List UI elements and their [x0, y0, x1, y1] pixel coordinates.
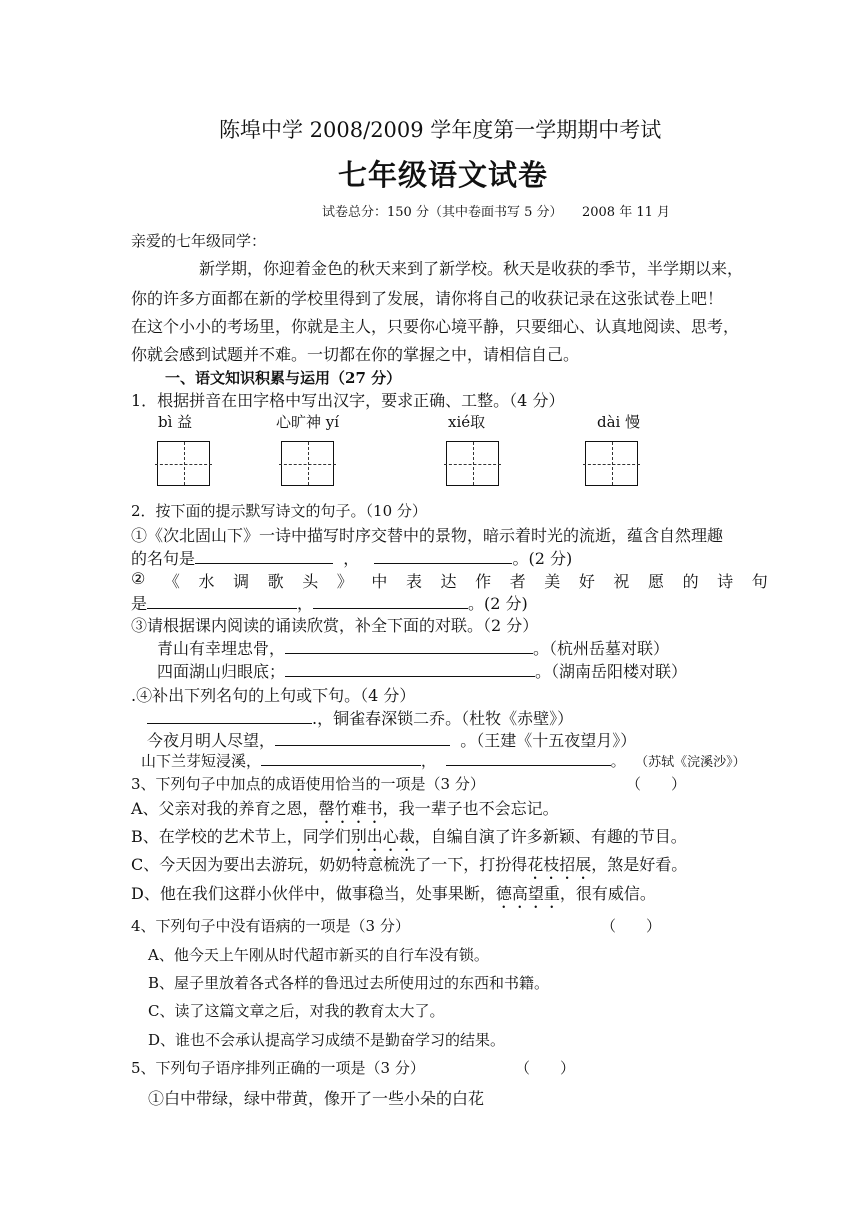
q2-part1-prefix: 的名句是 — [131, 549, 196, 568]
pinyin-item: dài 慢 — [597, 413, 641, 431]
tian-grid-box[interactable] — [585, 441, 638, 486]
tian-grid-box[interactable] — [281, 441, 334, 486]
tian-grid-box[interactable] — [446, 441, 499, 486]
poem-source: （苏轼《浣溪沙》） — [635, 755, 746, 770]
q2-part2-char: ② — [131, 569, 146, 588]
answer-blank[interactable] — [147, 709, 312, 724]
option-d[interactable] — [131, 881, 656, 912]
intro-line: 你就会感到试题并不难。一切都在你的掌握之中，请相信自己。 — [131, 345, 580, 364]
q2-part2-char: 的 — [682, 572, 699, 591]
poem-text: .，铜雀春深锁二乔。（杜牧《赤壁》） — [312, 709, 574, 728]
q2-part2-answer-line — [131, 591, 528, 614]
option-d[interactable]: D、谁也不会承认提高学习成绩不是勤奋学习的结果。 — [148, 1031, 506, 1049]
couplet-line — [157, 636, 669, 659]
separator: ， — [343, 549, 360, 568]
q2-part2-char: 达 — [440, 572, 457, 591]
option-text: C、今天因为要出去游玩，奶奶特意梳洗了一下，打扮得 — [131, 855, 528, 874]
greeting: 亲爱的七年级同学： — [131, 232, 267, 250]
dotted-idiom: 花枝招展 — [527, 855, 592, 874]
q2-part2-text — [131, 569, 768, 592]
exam-header: 陈埠中学 2008/2009 学年度第一学期期中考试 — [219, 118, 662, 142]
dotted-idiom: 别出心裁 — [350, 827, 415, 846]
q2-part1: ①《次北固山下》一诗中描写时序交替中的景物，暗示着时光的流逝，蕴含自然理趣 — [131, 526, 724, 545]
q2-part2-char: 水 — [198, 572, 215, 591]
poem-line — [147, 706, 573, 729]
answer-blank[interactable] — [285, 662, 535, 677]
intro-line: 在这个小小的考场里，你就是主人，只要你心境平静，只要细心、认真地阅读、思考， — [131, 317, 740, 336]
poem-source: 。（王建《十五夜望月》） — [460, 731, 637, 750]
question-1: 1．根据拼音在田字格中写出汉字，要求正确、工整。（4 分） — [131, 391, 565, 410]
option-c[interactable] — [131, 852, 687, 883]
q2-part2-char: 调 — [233, 572, 250, 591]
exam-meta: 试卷总分：150 分（其中卷面书写 5 分） 2008 年 11 月 — [322, 205, 671, 220]
answer-blank[interactable] — [285, 639, 533, 654]
intro-line: 新学期，你迎着金色的秋天来到了新学校。秋天是收获的季节，半学期以来， — [199, 259, 744, 278]
couplet-text: 四面湖山归眼底； — [157, 662, 286, 681]
q2-part2-char: 中 — [371, 572, 388, 591]
answer-blank[interactable] — [195, 549, 333, 564]
separator: 。 — [610, 752, 626, 770]
q2-part2-char: 头 — [302, 572, 319, 591]
pinyin-item: xié取 — [448, 413, 486, 431]
option-text: D、他在我们这群小伙伴中，做事稳当，处事果断， — [131, 884, 496, 903]
q2-part2-char: 诗 — [717, 572, 734, 591]
couplet-text: 青山有幸埋忠骨， — [157, 639, 286, 658]
pinyin-item: bì 益 — [158, 413, 193, 431]
couplet-source: 。（湖南岳阳楼对联） — [535, 662, 688, 681]
option-text: A、父亲对我的养育之恩， — [131, 799, 319, 818]
q2-part2-char: 美 — [544, 572, 561, 591]
q2-part2-char: 》 — [336, 572, 353, 591]
pinyin-item: 心旷神 yí — [276, 413, 340, 431]
poem-text: 山下兰芽短浸溪， — [141, 752, 262, 770]
q2-part2-char: 表 — [405, 572, 422, 591]
option-text: ，自编自演了许多新颖、有趣的节目。 — [414, 827, 687, 846]
q2-part3: ③请根据课内阅读的诵读欣赏，补全下面的对联。（2 分） — [131, 616, 539, 635]
option-a[interactable]: A、他今天上午刚从时代超市新买的自行车没有锁。 — [148, 946, 489, 964]
q2-part2-char: 句 — [751, 572, 768, 591]
section-title: 一、语文知识积累与运用（27 分） — [165, 369, 402, 387]
option-b[interactable] — [131, 824, 687, 855]
answer-blank[interactable] — [374, 549, 512, 564]
q2-part2-char: 《 — [163, 572, 180, 591]
answer-paren[interactable]: （ ） — [626, 775, 687, 793]
poem-line — [147, 728, 636, 751]
option-text: ，很有威信。 — [559, 884, 656, 903]
couplet-line — [157, 659, 687, 682]
option-a[interactable] — [131, 796, 559, 827]
question-2: 2．按下面的提示默写诗文的句子。（10 分） — [131, 502, 427, 520]
q2-part1-score: 。(2 分) — [512, 549, 573, 568]
q2-part4: .④补出下列名句的上句或下句。（4 分） — [131, 686, 416, 705]
q2-part2-prefix: 是 — [131, 594, 148, 613]
q2-part2-char: 祝 — [613, 572, 630, 591]
question-4: 4、下列句子中没有语病的一项是（3 分） — [131, 917, 410, 935]
option-text: ，煞是好看。 — [591, 855, 688, 874]
answer-blank[interactable] — [147, 594, 297, 609]
separator: ， — [421, 752, 437, 770]
poem-text: 今夜月明人尽望， — [147, 731, 276, 750]
answer-paren[interactable]: （ ） — [601, 917, 662, 935]
option-b[interactable]: B、屋子里放着各式各样的鲁迅过去所使用过的东西和书籍。 — [148, 974, 550, 992]
answer-paren[interactable]: （ ） — [515, 1059, 576, 1077]
q2-part2-char: 者 — [509, 572, 526, 591]
option-text: ，我一辈子也不会忘记。 — [382, 799, 559, 818]
q2-part2 — [131, 569, 768, 592]
couplet-source: 。（杭州岳墓对联） — [533, 639, 670, 658]
page-title: 七年级语文试卷 — [338, 158, 549, 192]
answer-blank[interactable] — [261, 751, 421, 766]
intro-line: 你的许多方面都在新的学校里得到了发展，请你将自己的收获记录在这张试卷上吧！ — [131, 289, 724, 308]
q2-part2-char: 歌 — [267, 572, 284, 591]
poem-line — [141, 750, 746, 771]
separator: ， — [297, 594, 314, 613]
dotted-idiom: 罄竹难书 — [318, 799, 383, 818]
dotted-idiom: 德高望重 — [495, 884, 560, 903]
option-text: B、在学校的艺术节上，同学们 — [131, 827, 351, 846]
question-5: 5、下列句子语序排列正确的一项是（3 分） — [131, 1059, 425, 1077]
answer-blank[interactable] — [313, 594, 468, 609]
q2-part1-answer-line — [131, 546, 572, 569]
answer-blank[interactable] — [275, 731, 450, 746]
sentence-item: ①白中带绿，绿中带黄，像开了一些小朵的白花 — [148, 1089, 485, 1108]
answer-blank[interactable] — [446, 751, 611, 766]
question-3: 3、下列句子中加点的成语使用恰当的一项是（3 分） — [131, 775, 485, 793]
q2-part2-score: 。(2 分) — [468, 594, 528, 613]
q2-part2-char: 作 — [475, 572, 492, 591]
tian-grid-box[interactable] — [157, 441, 210, 486]
q2-part2-char: 愿 — [648, 572, 665, 591]
option-c[interactable]: C、读了这篇文章之后，对我的教育太大了。 — [148, 1002, 445, 1020]
q2-part2-char: 好 — [578, 572, 595, 591]
